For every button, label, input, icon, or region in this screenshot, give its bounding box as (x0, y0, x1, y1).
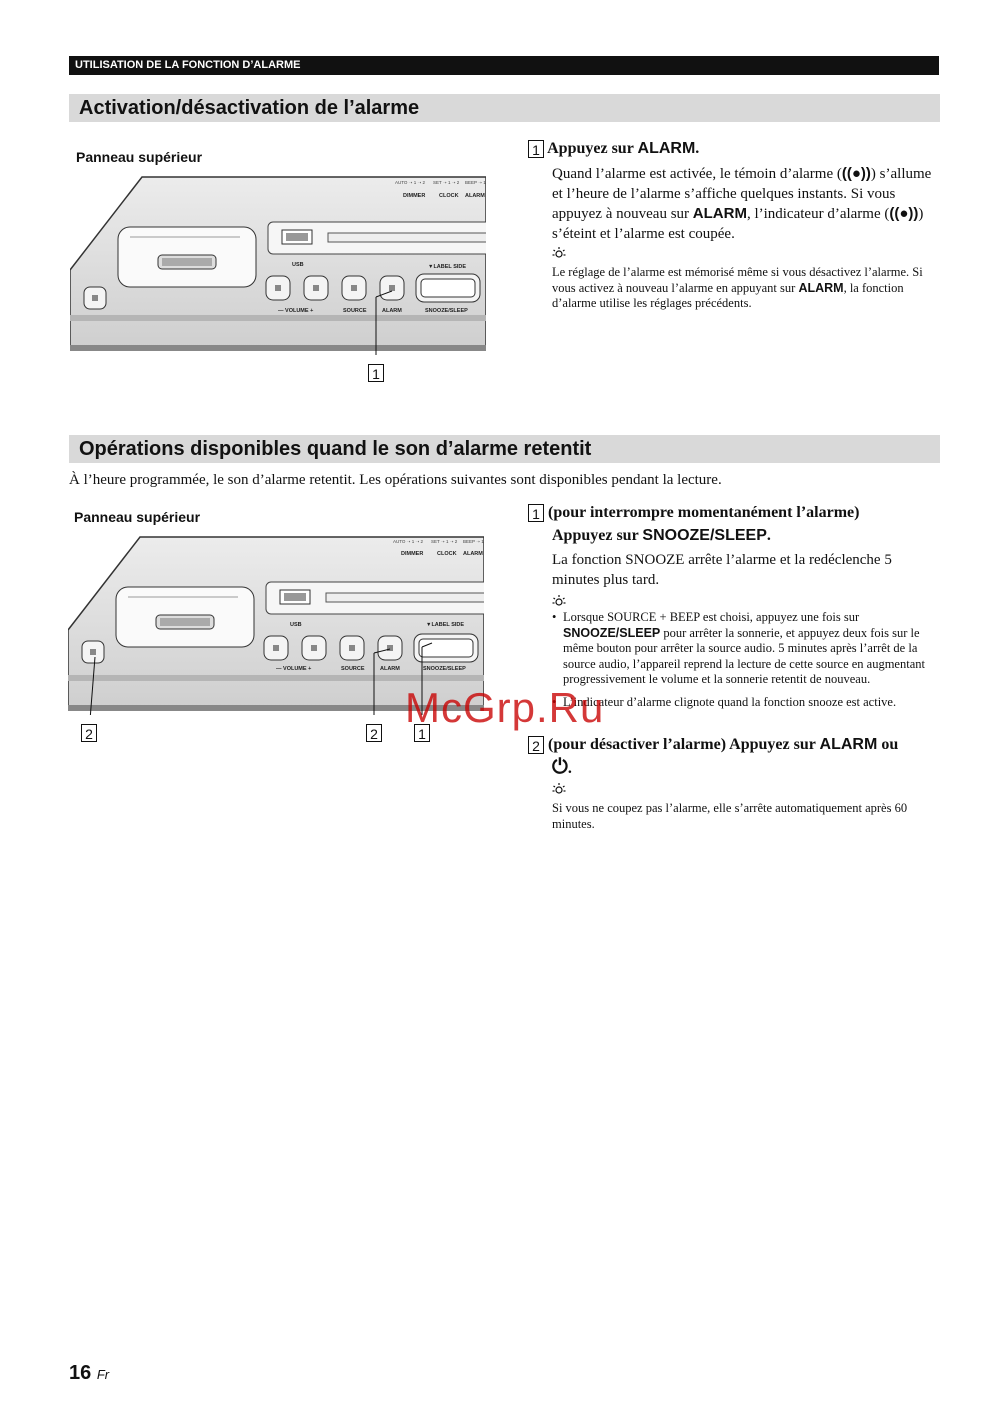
power-icon: ⏻ (552, 756, 568, 778)
device-panel-1 (70, 175, 486, 355)
chapter-header: UTILISATION DE LA FONCTION D’ALARME (69, 56, 939, 75)
section2-step1: 1 (pour interrompre momentanément l’alarme) Appuyez sur SNOOZE/SLEEP. (528, 501, 859, 547)
label-side: ▼LABEL SIDE (428, 264, 467, 270)
alarm-label-2: ALARM (380, 666, 400, 672)
auto-label: AUTO ➝ 1 ➝ 2 (395, 180, 425, 185)
source-label: SOURCE (343, 308, 367, 314)
alarm-top-label-2: ALARM (463, 551, 483, 557)
section2-panel-label: Panneau supérieur (74, 509, 201, 525)
clock-label: CLOCK (439, 193, 459, 199)
beep-label-2: BEEP ➝ 1 (463, 539, 484, 544)
dimmer-label: DIMMER (403, 193, 426, 199)
note-bullet: • Lorsque SOURCE + BEEP est choisi, appuyez une fois sur SNOOZE/SLEEP pour arrêter la sonnerie, et appuyez deux fois sur le même bouton pour arrêter la source audio. 5 minutes après l’arrêt de la source audio, l’appareil reprend la lecture de cette source en augmentant progressivement le volume et la sonnerie retentit de nouveau. (552, 610, 940, 688)
callout-2a: 2 (81, 724, 97, 742)
tip-icon (552, 782, 566, 796)
snooze-label: SNOOZE/SLEEP (425, 308, 468, 314)
section1-note: Le réglage de l’alarme est mémorisé même si vous désactivez l’alarme. Si vous activez à nouveau l’alarme en appuyant sur ALARM, la fonction d’alarme utilise les réglages précédents. (552, 265, 923, 310)
auto-label-2: AUTO ➝ 1 ➝ 2 (393, 539, 423, 544)
set-label: SET ➝ 1 ➝ 2 (433, 180, 460, 185)
dimmer-label-2: DIMMER (401, 551, 424, 557)
usb-label: USB (292, 262, 304, 268)
callout-2b: 2 (366, 724, 382, 742)
clock-label-2: CLOCK (437, 551, 457, 557)
callout-1: 1 (368, 364, 384, 382)
section2-step1-body: La fonction SNOOZE arrête l’alarme et la redéclenche 5 minutes plus tard. (552, 552, 892, 588)
volume-label: — VOLUME + (278, 308, 314, 314)
beep-label: BEEP ➝ 1 (465, 180, 486, 185)
label-side-2: ▼LABEL SIDE (426, 622, 465, 628)
section2-step2-note: Si vous ne coupez pas l’alarme, elle s’arrête automatiquement après 60 minutes. (552, 801, 908, 831)
page-footer (69, 1362, 109, 1385)
note-bullet: • L’indicateur d’alarme clignote quand la fonction snooze est active. (552, 695, 940, 711)
alarm-label: ALARM (382, 308, 402, 314)
usb-label-2: USB (290, 622, 302, 628)
callout-1b: 1 (414, 724, 430, 742)
section2-step2: 2 (pour désactiver l’alarme) Appuyez sur ALARM ou ⏻. (528, 733, 898, 780)
source-label-2: SOURCE (341, 666, 365, 672)
section1-step1: 1 Appuyez sur ALARM. (528, 137, 699, 160)
snooze-label-2: SNOOZE/SLEEP (423, 666, 466, 672)
section1-panel-label: Panneau supérieur (76, 149, 203, 165)
section1-step1-body: Quand l’alarme est activée, le témoin d’alarme (((●))) s’allume et l’heure de l’alarme s’affiche quelques instants. Si vous appuyez à nouveau sur ALARM, l’indicateur d’alarme (((●))) s’éteint et l’alarme est coupée. (552, 165, 932, 242)
tip-icon (552, 246, 566, 260)
alarm-top-label: ALARM (465, 193, 485, 199)
section2-step1-notes (552, 610, 940, 710)
tip-icon (552, 594, 566, 608)
section2-title: Opérations disponibles quand le son d’alarme retentit (69, 435, 940, 463)
watermark: McGrp.Ru (405, 684, 605, 731)
set-label-2: SET ➝ 1 ➝ 2 (431, 539, 458, 544)
volume-label-2: — VOLUME + (276, 666, 312, 672)
section2-intro: À l’heure programmée, le son d’alarme retentit. Les opérations suivantes sont disponibles pendant la lecture. (69, 472, 722, 488)
page-number: 16 (69, 1362, 92, 1384)
section1-title: Activation/désactivation de l’alarme (69, 94, 940, 122)
language-code: Fr (96, 1367, 110, 1382)
